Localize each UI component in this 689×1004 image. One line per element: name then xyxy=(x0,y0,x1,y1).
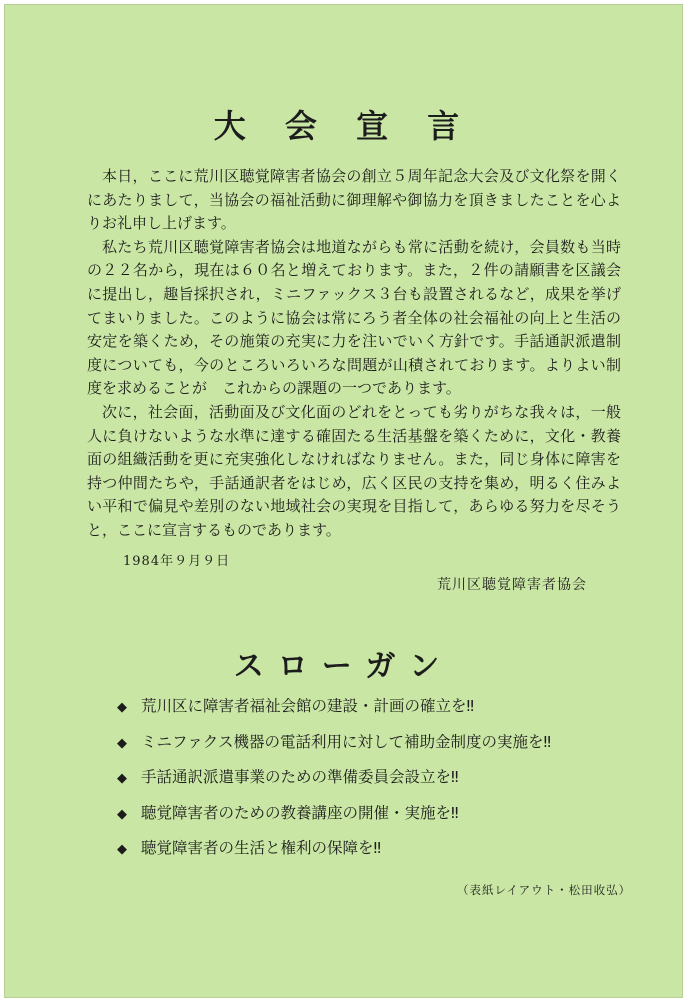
declaration-paragraph-1: 本日，ここに荒川区聴覚障害者協会の創立５周年記念大会及び文化祭を開くにあたりまして，当協会の福祉活動に御理解や御協力を頂きましたことを心よりお礼申し上げます。 xyxy=(87,167,621,233)
diamond-bullet-icon: ◆ xyxy=(117,771,127,786)
declaration-body xyxy=(87,165,621,543)
declaration-paragraph-3: 次に，社会面，活動面及び文化面のどれをとっても劣りがちな我々は，一般人に負けないような水準に達する確固たる生活基盤を築くために，文化・教養面の組織活動を更に充実強化しなければなりません。また，同じ身体に障害を持つ仲間たちや，手話通訳者をはじめ，広く区民の支持を集め，明るく住みよい平和で偏見や差別のない地域社会の実現を目指して，あらゆる努力を尽そうと，ここに宣言するものであります。 xyxy=(87,402,621,539)
slogan-item xyxy=(117,796,637,832)
layout-credit: （表紙レイアウト・松田收弘） xyxy=(457,883,632,897)
slogan-text: 手話通訳派遣事業のための準備委員会設立を‼ xyxy=(141,768,459,786)
slogan-item xyxy=(117,831,637,867)
declaration-date: 1984年９月９日 xyxy=(123,554,231,569)
slogan-item xyxy=(117,760,637,796)
slogan-title: スローガン xyxy=(233,649,454,684)
slogan-item xyxy=(117,725,637,761)
diamond-bullet-icon: ◆ xyxy=(117,842,127,857)
signature: 荒川区聴覚障害者協会 xyxy=(437,577,587,593)
slogan-text: 荒川区に障害者福祉会館の建設・計画の確立を‼ xyxy=(141,697,475,715)
document-page xyxy=(4,4,683,998)
diamond-bullet-icon: ◆ xyxy=(117,806,127,822)
declaration-title: 大 会 宣 言 xyxy=(213,107,474,145)
slogan-text: 聴覚障害者の生活と権利の保障を‼ xyxy=(141,839,382,857)
slogan-text: ミニファクス機器の電話利用に対して補助金制度の実施を‼ xyxy=(141,732,552,751)
diamond-bullet-icon: ◆ xyxy=(117,700,127,715)
declaration-paragraph-2: 私たち荒川区聴覚障害者協会は地道ながらも常に活動を続け，会員数も当時の２２名から，現在は６０名と増えております。また，２件の請願書を区議会に提出し，趣旨採択され，ミニファックス３台も設置されるなど，成果を挙げてまいりました。このように協会は常にろう者全体の社会福祉の向上と生活の安定を築くため，その施策の充実に力を注いでいく方針です。手話通訳派遣制度についても，今のところいろいろな問題が山積されております。よりよい制度を求めることが これからの課題の一つであります。 xyxy=(87,237,621,398)
diamond-bullet-icon: ◆ xyxy=(117,735,127,751)
slogan-item xyxy=(117,689,637,725)
slogan-text: 聴覚障害者のための教養講座の開催・実施を‼ xyxy=(141,803,459,822)
slogan-list xyxy=(117,689,637,867)
